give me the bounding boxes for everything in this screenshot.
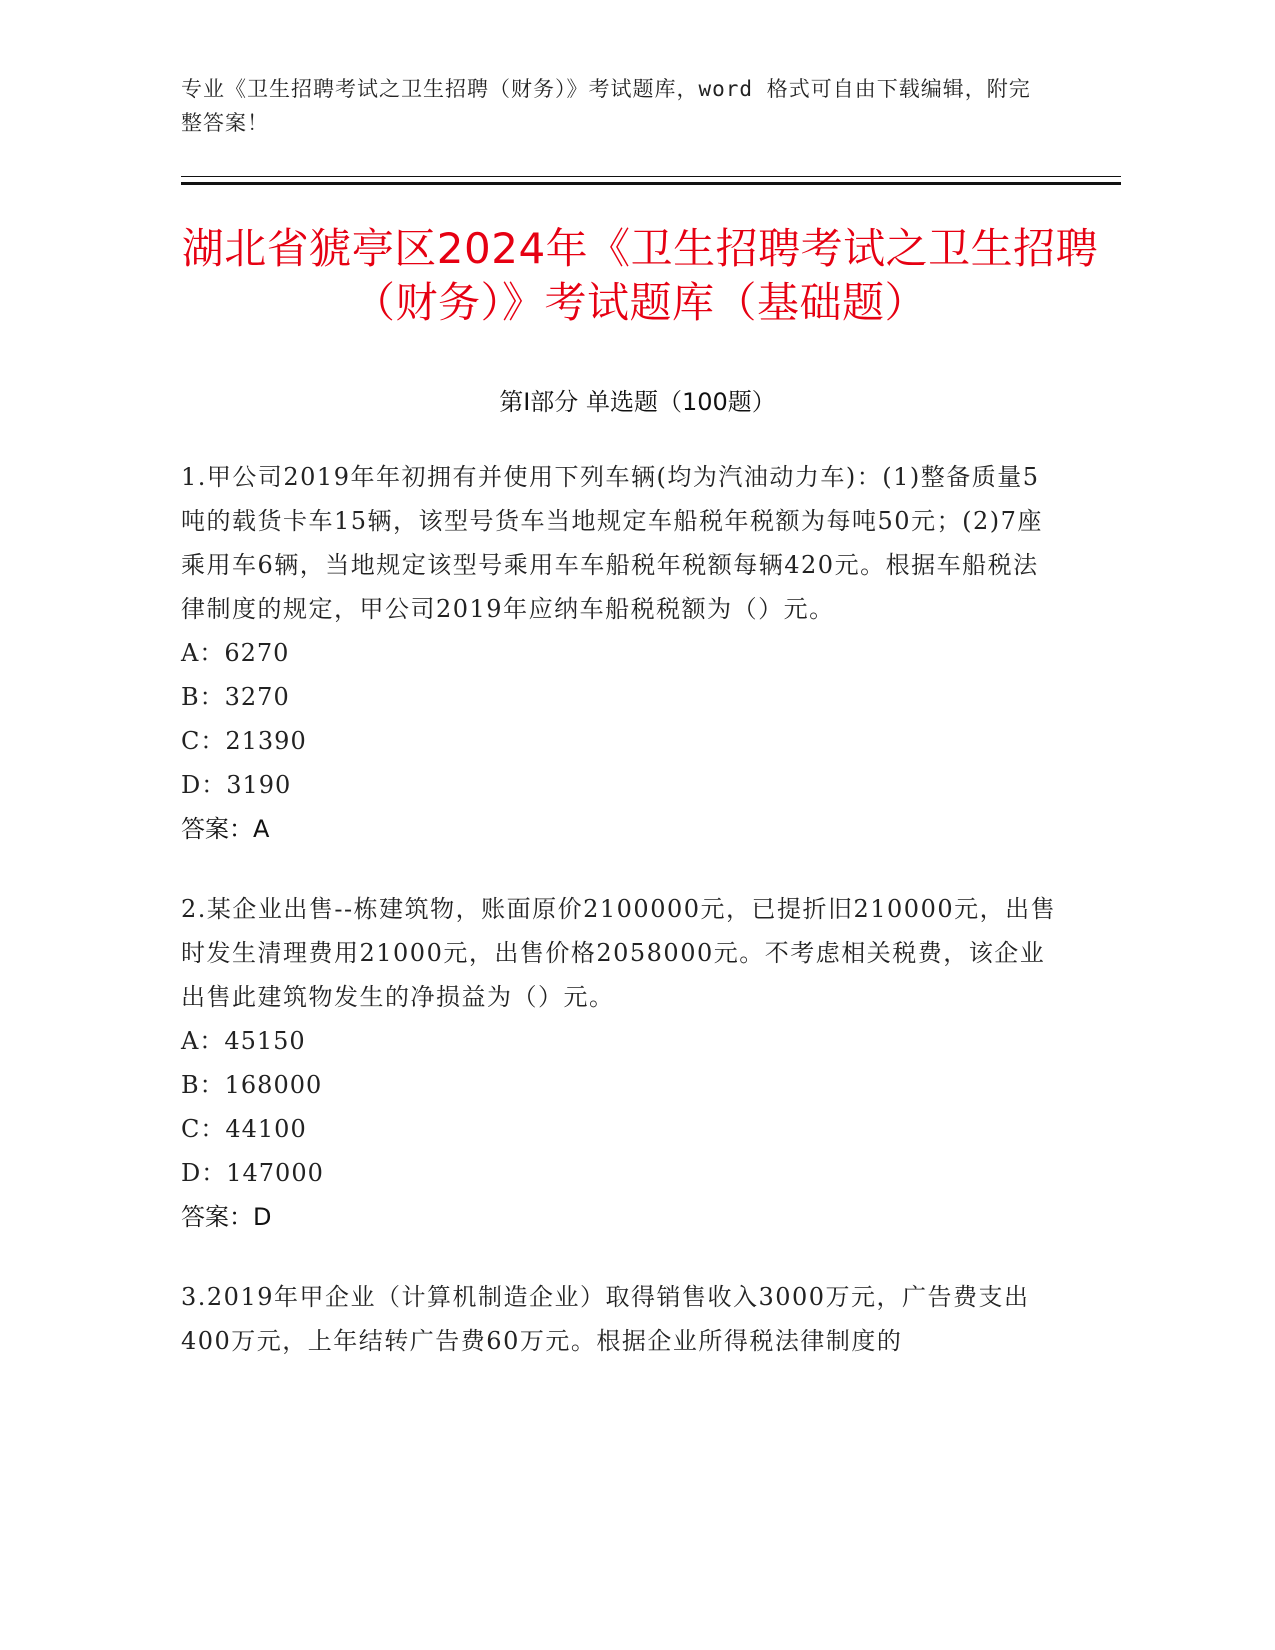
option-a: A：45150 bbox=[181, 1027, 306, 1055]
answer: 答案：D bbox=[181, 1203, 272, 1231]
header-divider-thin bbox=[181, 176, 1121, 177]
option-d: D：3190 bbox=[181, 771, 292, 799]
question-2 bbox=[181, 887, 1061, 1239]
question-stem: 1.甲公司2019年年初拥有并使用下列车辆(均为汽油动力车)：(1)整备质量5吨的载货卡车15辆，该型号货车当地规定车船税年税额为每吨50元；(2)7座乘用车6辆，当地规定该型号乘用车车船税年税额每辆420元。根据车船税法律制度的规定，甲公司2019年应纳车船税税额为（）元。 bbox=[181, 463, 1043, 623]
question-stem: 2.某企业出售--栋建筑物，账面原价2100000元，已提折旧210000元，出售时发生清理费用21000元，出售价格2058000元。不考虑相关税费，该企业出售此建筑物发生的净损益为（）元。 bbox=[181, 895, 1057, 1011]
section-title: 第Ⅰ部分 单选题（100题） bbox=[499, 388, 776, 416]
question-stem: 3.2019年甲企业（计算机制造企业）取得销售收入3000万元，广告费支出400万元，上年结转广告费60万元。根据企业所得税法律制度的 bbox=[181, 1283, 1030, 1355]
answer: 答案：A bbox=[181, 815, 270, 843]
question-list bbox=[181, 455, 1061, 1399]
question-3 bbox=[181, 1275, 1061, 1363]
option-c: C：21390 bbox=[181, 727, 307, 755]
document-title: 湖北省猇亭区2024年《卫生招聘考试之卫生招聘（财务）》考试题库（基础题） bbox=[181, 224, 1099, 327]
option-a: A：6270 bbox=[181, 639, 290, 667]
option-b: B：168000 bbox=[181, 1071, 323, 1099]
option-d: D：147000 bbox=[181, 1159, 324, 1187]
header-divider-thick bbox=[181, 182, 1121, 185]
header-note: 专业《卫生招聘考试之卫生招聘（财务）》考试题库，word 格式可自由下载编辑，附完整答案！ bbox=[181, 77, 1031, 135]
option-b: B：3270 bbox=[181, 683, 290, 711]
option-c: C：44100 bbox=[181, 1115, 307, 1143]
question-1 bbox=[181, 455, 1061, 851]
